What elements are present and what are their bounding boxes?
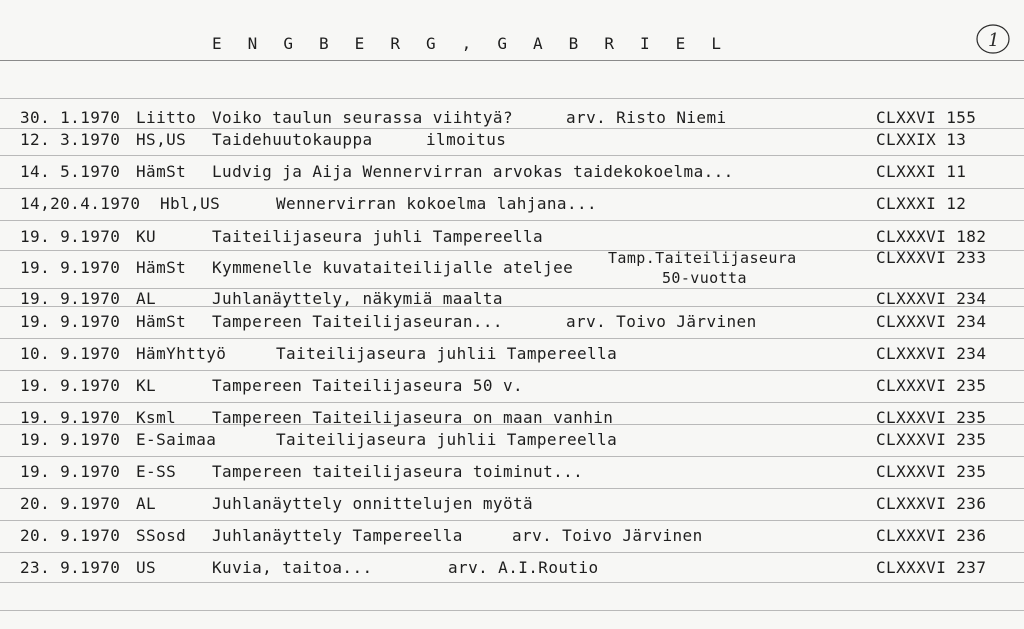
entry-title: Kuvia, taitoa... — [212, 558, 373, 577]
entry-reference: CLXXXVI 234 — [876, 289, 987, 308]
entry-source: KL — [136, 376, 157, 395]
entry-title: Wennervirran kokoelma lahjana... — [276, 194, 598, 213]
card-heading-name: E N G B E R G , G A B R I E L — [212, 34, 730, 53]
entry-reference: CLXXIX 13 — [876, 130, 967, 149]
entry-date: 12. 3.1970 — [20, 130, 121, 149]
entry-date: 14. 5.1970 — [20, 162, 121, 181]
entry-reference: CLXXXVI 235 — [876, 408, 987, 427]
entry-date: 19. 9.1970 — [20, 430, 121, 449]
entry-title: Juhlanäyttely Tampereella — [212, 526, 463, 545]
ruled-line — [0, 456, 1024, 457]
ruled-line — [0, 370, 1024, 371]
entry-reference: CLXXXVI 182 — [876, 227, 987, 246]
entry-reference: CLXXXVI 236 — [876, 526, 987, 545]
entry-source: Liitto — [136, 108, 197, 127]
entry-title: Tampereen taiteilijaseura toiminut... — [212, 462, 584, 481]
entry-reference: CLXXXVI 234 — [876, 344, 987, 363]
entry-date: 19. 9.1970 — [20, 376, 121, 395]
entry-note: ilmoitus — [426, 130, 507, 149]
ruled-line — [0, 552, 1024, 553]
entry-reference: CLXXXVI 237 — [876, 558, 987, 577]
header-rule — [0, 60, 1024, 61]
entry-title: Juhlanäyttely onnittelujen myötä — [212, 494, 534, 513]
entry-source: HämSt — [136, 312, 187, 331]
entry-source: HämYhttyö — [136, 344, 227, 363]
entry-title: Taiteilijaseura juhli Tampereella — [212, 227, 544, 246]
entry-reference: CLXXXVI 234 — [876, 312, 987, 331]
entry-source: KU — [136, 227, 157, 246]
entry-date: 14,20.4.1970 — [20, 194, 141, 213]
entry-source: HämSt — [136, 162, 187, 181]
entry-date: 20. 9.1970 — [20, 526, 121, 545]
entry-source: US — [136, 558, 157, 577]
svg-text:1: 1 — [988, 30, 1000, 51]
entry-reference: CLXXXI 12 — [876, 194, 967, 213]
entry-title: Tampereen Taiteilijaseura 50 v. — [212, 376, 524, 395]
entry-source: Hbl,US — [160, 194, 221, 213]
entry-date: 19. 9.1970 — [20, 408, 121, 427]
entry-source: Ksml — [136, 408, 177, 427]
entry-source: E-Saimaa — [136, 430, 217, 449]
entry-date: 19. 9.1970 — [20, 258, 121, 277]
ruled-line — [0, 402, 1024, 403]
entry-date: 19. 9.1970 — [20, 227, 121, 246]
entry-title: Taiteilijaseura juhlii Tampereella — [276, 344, 618, 363]
entry-reference: CLXXXVI 235 — [876, 430, 987, 449]
ruled-line — [0, 155, 1024, 156]
circled-number-icon — [975, 22, 1011, 56]
entry-title: Taidehuutokauppa — [212, 130, 373, 149]
entry-date: 23. 9.1970 — [20, 558, 121, 577]
entry-source: E-SS — [136, 462, 177, 481]
ruled-line — [0, 220, 1024, 221]
entry-reference: CLXXXVI 235 — [876, 462, 987, 481]
entry-date: 19. 9.1970 — [20, 312, 121, 331]
entry-title: Tampereen Taiteilijaseura on maan vanhin — [212, 408, 614, 427]
entry-title: Voiko taulun seurassa viihtyä? — [212, 108, 513, 127]
entry-note-line2: 50-vuotta — [662, 269, 747, 287]
ruled-line — [0, 188, 1024, 189]
entry-date: 19. 9.1970 — [20, 289, 121, 308]
ruled-line — [0, 520, 1024, 521]
ruled-line — [0, 128, 1024, 129]
entry-reference: CLXXXVI 233 — [876, 248, 987, 267]
entry-note: arv. Toivo Järvinen — [512, 526, 703, 545]
entry-reference: CLXXXVI 236 — [876, 494, 987, 513]
entry-title: Taiteilijaseura juhlii Tampereella — [276, 430, 618, 449]
entry-source: HämSt — [136, 258, 187, 277]
entry-reference: CLXXVI 155 — [876, 108, 977, 127]
ruled-line — [0, 488, 1024, 489]
entry-source: AL — [136, 494, 157, 513]
entry-title: Kymmenelle kuvataiteilijalle ateljee — [212, 258, 574, 277]
ruled-line — [0, 98, 1024, 99]
entry-source: AL — [136, 289, 157, 308]
ruled-line — [0, 338, 1024, 339]
entry-title: Tampereen Taiteilijaseuran... — [212, 312, 503, 331]
entry-reference: CLXXXVI 235 — [876, 376, 987, 395]
entry-note-line1: Tamp.Taiteilijaseura — [608, 249, 797, 267]
ruled-line — [0, 610, 1024, 611]
entry-note: arv. Risto Niemi — [566, 108, 727, 127]
entry-date: 20. 9.1970 — [20, 494, 121, 513]
entry-title: Juhlanäyttely, näkymiä maalta — [212, 289, 503, 308]
card-number-circled — [975, 22, 1011, 56]
entry-note: arv. Toivo Järvinen — [566, 312, 757, 331]
entry-date: 10. 9.1970 — [20, 344, 121, 363]
entry-source: SSosd — [136, 526, 187, 545]
entry-date: 30. 1.1970 — [20, 108, 121, 127]
entry-date: 19. 9.1970 — [20, 462, 121, 481]
entry-title: Ludvig ja Aija Wennervirran arvokas taidekokoelma... — [212, 162, 734, 181]
ruled-line — [0, 582, 1024, 583]
entry-note: arv. A.I.Routio — [448, 558, 599, 577]
ruled-line — [0, 250, 1024, 251]
entry-source: HS,US — [136, 130, 187, 149]
entry-reference: CLXXXI 11 — [876, 162, 967, 181]
